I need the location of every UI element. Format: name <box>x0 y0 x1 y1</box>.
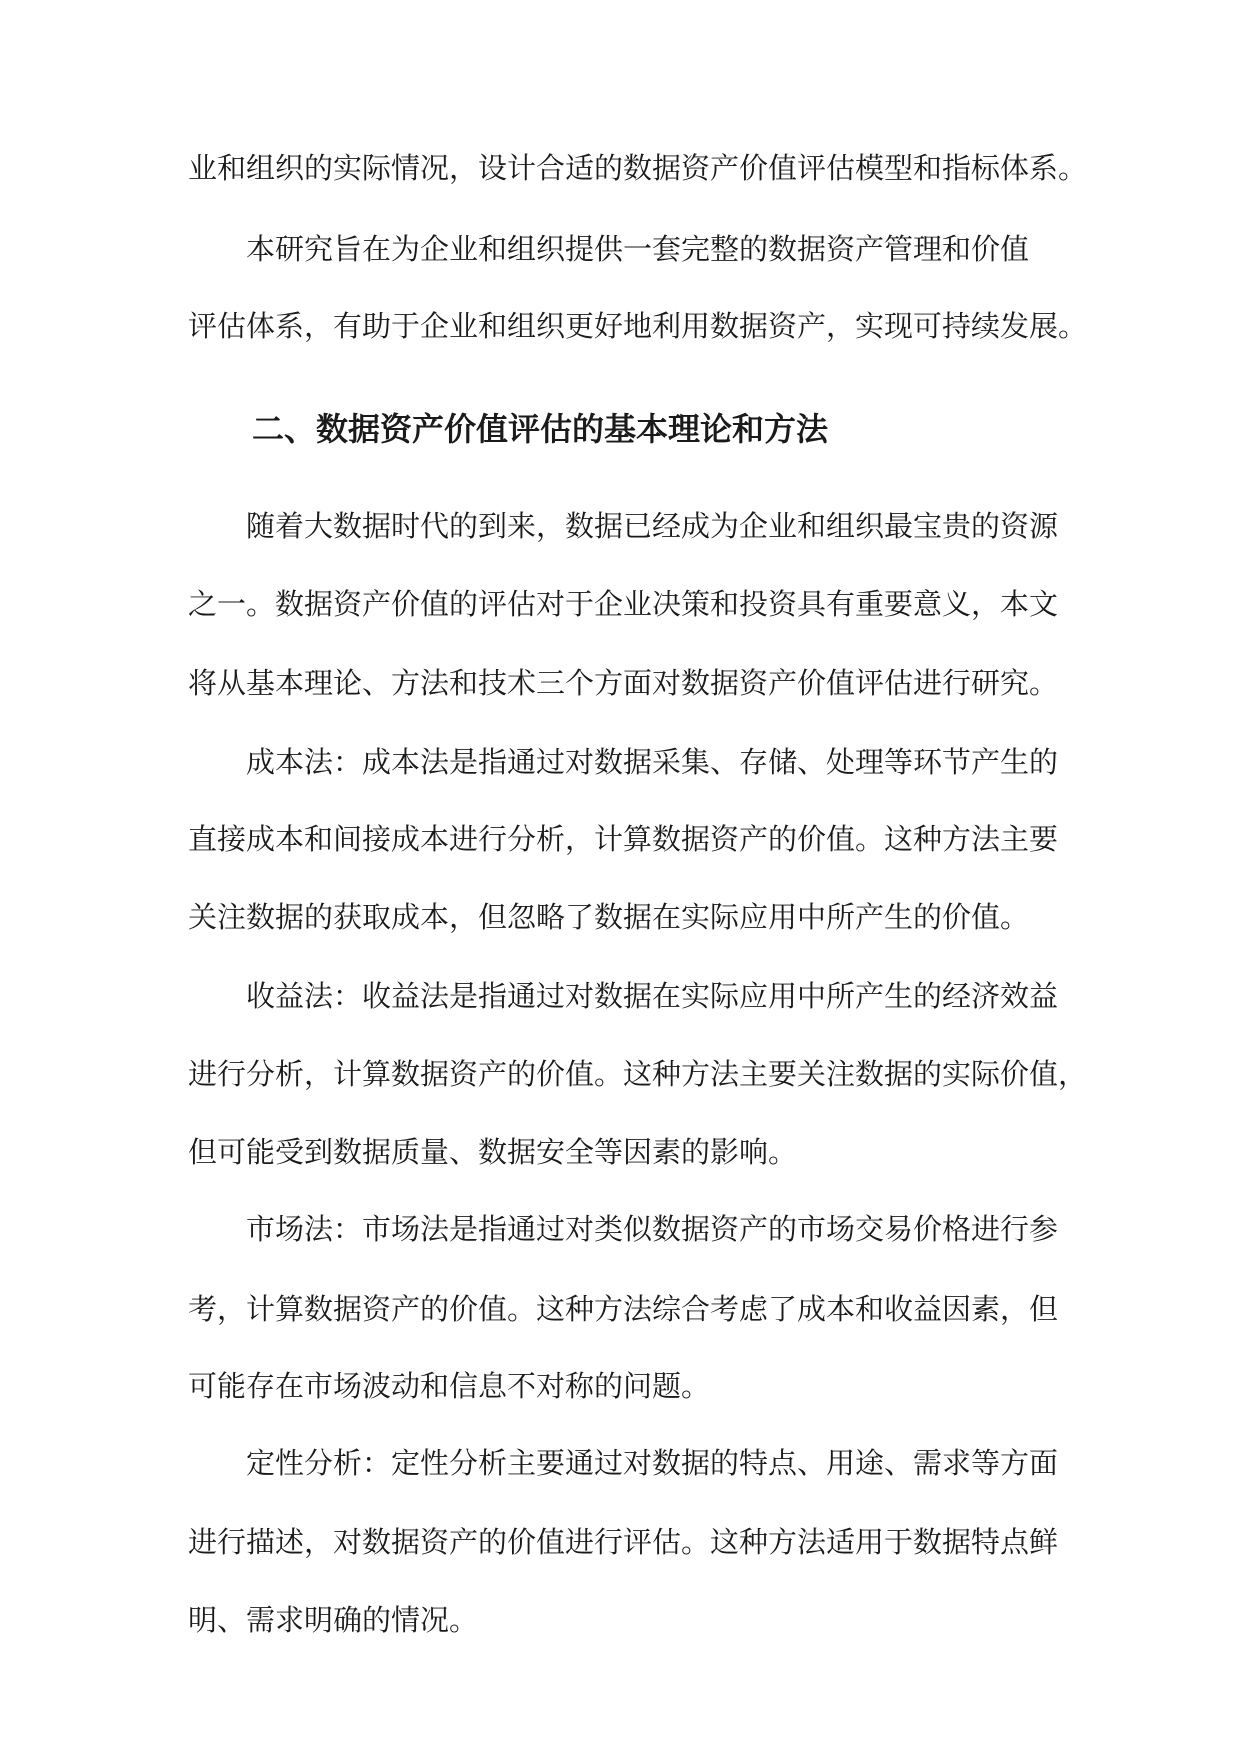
text-line: 考，计算数据资产的价值。这种方法综合考虑了成本和收益因素，但 <box>188 1292 1059 1326</box>
text-line: 定性分析：定性分析主要通过对数据的特点、用途、需求等方面 <box>246 1446 1059 1480</box>
section-heading: 二、数据资产价值评估的基本理论和方法 <box>252 410 829 448</box>
text-line: 收益法：收益法是指通过对数据在实际应用中所产生的经济效益 <box>246 979 1059 1013</box>
text-line: 但可能受到数据质量、数据安全等因素的影响。 <box>188 1135 798 1169</box>
text-line: 明、需求明确的情况。 <box>188 1603 479 1637</box>
text-line: 进行描述，对数据资产的价值进行评估。这种方法适用于数据特点鲜 <box>188 1525 1059 1559</box>
text-line: 之一。数据资产价值的评估对于企业决策和投资具有重要意义，本文 <box>188 587 1059 621</box>
text-line: 将从基本理论、方法和技术三个方面对数据资产价值评估进行研究。 <box>188 666 1059 700</box>
text-line: 关注数据的获取成本，但忽略了数据在实际应用中所产生的价值。 <box>188 900 1030 934</box>
text-line: 本研究旨在为企业和组织提供一套完整的数据资产管理和价值 <box>246 232 1030 266</box>
text-line: 评估体系，有助于企业和组织更好地利用数据资产，实现可持续发展。 <box>188 309 1088 343</box>
text-line: 市场法：市场法是指通过对类似数据资产的市场交易价格进行参 <box>246 1212 1059 1246</box>
text-line: 可能存在市场波动和信息不对称的问题。 <box>188 1369 711 1403</box>
text-line: 成本法：成本法是指通过对数据采集、存储、处理等环节产生的 <box>246 745 1059 779</box>
text-line: 业和组织的实际情况，设计合适的数据资产价值评估模型和指标体系。 <box>188 151 1088 185</box>
text-line: 随着大数据时代的到来，数据已经成为企业和组织最宝贵的资源 <box>246 509 1059 543</box>
text-line: 直接成本和间接成本进行分析，计算数据资产的价值。这种方法主要 <box>188 822 1059 856</box>
text-line: 进行分析，计算数据资产的价值。这种方法主要关注数据的实际价值， <box>188 1057 1088 1091</box>
